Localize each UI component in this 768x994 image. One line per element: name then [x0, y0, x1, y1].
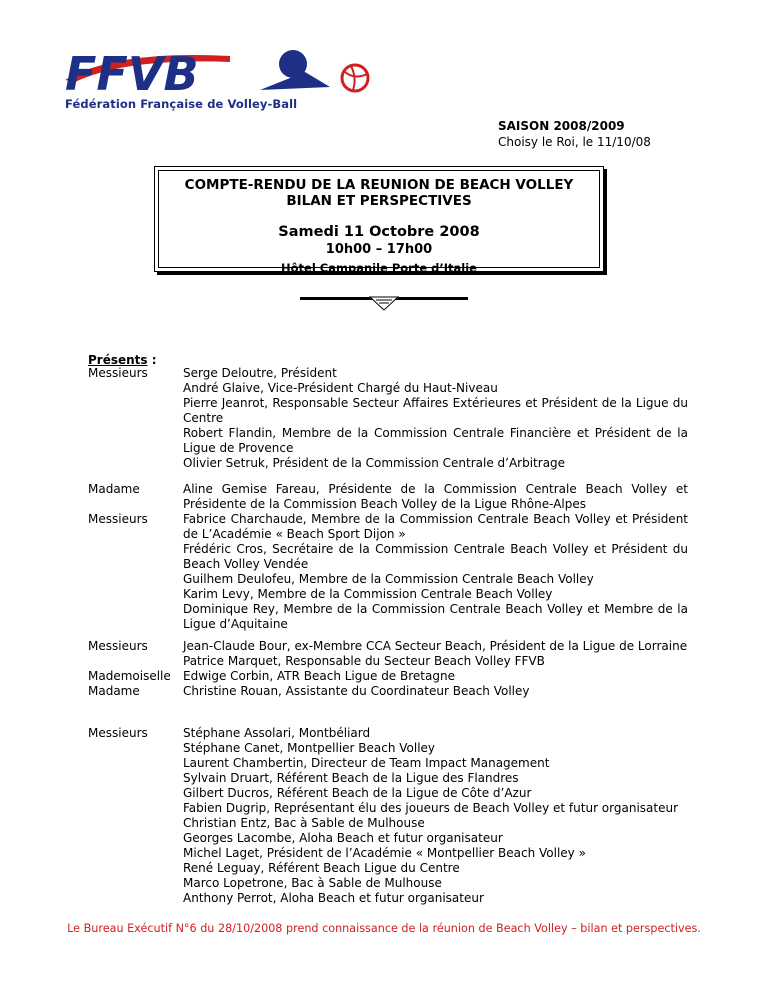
season-label: SAISON 2008/2009: [498, 119, 625, 133]
attendee-group: [88, 639, 688, 669]
list-item: Stéphane Canet, Montpellier Beach Volley: [183, 741, 436, 755]
group-label: Messieurs: [88, 366, 148, 380]
attendee-group: [88, 726, 688, 906]
list-item: Michel Laget, Président de l’Académie « Montpellier Beach Volley »: [183, 846, 586, 860]
list-item: Frédéric Cros, Secrétaire de la Commission Centrale Beach Volley et Président du Beach Volley Vendée: [183, 542, 688, 571]
group-label: Messieurs: [88, 726, 148, 740]
list-item: Serge Deloutre, Président: [183, 366, 337, 380]
list-item: Christine Rouan, Assistante du Coordinateur Beach Volley: [183, 684, 530, 698]
list-item: Georges Lacombe, Aloha Beach et futur organisateur: [183, 831, 503, 845]
list-item: Stéphane Assolari, Montbéliard: [183, 726, 371, 740]
list-item: Christian Entz, Bac à Sable de Mulhouse: [183, 816, 425, 830]
group-label: Madame: [88, 684, 140, 698]
place-date: Choisy le Roi, le 11/10/08: [498, 135, 651, 149]
list-item: Pierre Jeanrot, Responsable Secteur Affaires Extérieures et Président de la Ligue du Centre: [183, 396, 688, 425]
list-item: Jean-Claude Bour, ex-Membre CCA Secteur Beach, Président de la Ligue de Lorraine: [183, 639, 688, 653]
ffvb-logo-mark: [55, 42, 385, 102]
logo-subtitle: Fédération Française de Volley-Ball: [65, 97, 298, 111]
attendee-group: [88, 669, 688, 684]
attendee-group: [88, 512, 688, 632]
list-item: Gilbert Ducros, Référent Beach de la Ligue de Côte d’Azur: [183, 786, 532, 800]
title-box: [154, 166, 604, 275]
list-item: Karim Levy, Membre de la Commission Centrale Beach Volley: [183, 587, 553, 601]
group-label: Madame: [88, 482, 140, 496]
meeting-hours: 10h00 – 17h00: [325, 242, 433, 257]
meeting-date: Samedi 11 Octobre 2008: [278, 224, 480, 240]
list-item: Guilhem Deulofeu, Membre de la Commission Centrale Beach Volley: [183, 572, 594, 586]
list-item: Dominique Rey, Membre de la Commission Centrale Beach Volley et Membre de la Ligue d’Aquitaine: [183, 602, 688, 631]
list-item: Robert Flandin, Membre de la Commission Centrale Financière et Président de la Ligue de Provence: [183, 426, 688, 455]
season-block: [498, 118, 651, 150]
list-item: Marco Lopetrone, Bac à Sable de Mulhouse: [183, 876, 442, 890]
group-label: Messieurs: [88, 512, 148, 526]
list-item: Edwige Corbin, ATR Beach Ligue de Bretagne: [183, 669, 455, 683]
attendee-group: [88, 482, 688, 512]
list-item: Aline Gemise Fareau, Présidente de la Commission Centrale Beach Volley et Présidente de la Commission Beach Volley de la Ligue Rhône-Alpes: [183, 482, 688, 511]
presents-heading: Présents :: [88, 353, 157, 367]
ffvb-logo: [55, 42, 385, 117]
doc-title-line2: BILAN ET PERSPECTIVES: [286, 193, 472, 209]
attendee-group: [88, 366, 688, 471]
group-label: Mademoiselle: [88, 669, 171, 683]
list-item: Laurent Chambertin, Directeur de Team Impact Management: [183, 756, 550, 770]
group-label: Messieurs: [88, 639, 148, 653]
list-item: Fabien Dugrip, Représentant élu des joueurs de Beach Volley et futur organisateur: [183, 801, 679, 815]
list-item: Patrice Marquet, Responsable du Secteur Beach Volley FFVB: [183, 654, 545, 668]
list-item: René Leguay, Référent Beach Ligue du Centre: [183, 861, 460, 875]
logo-letters: FFVB: [65, 47, 199, 101]
footer-note: Le Bureau Exécutif N°6 du 28/10/2008 prend connaissance de la réunion de Beach Volley – bilan et perspectives.: [67, 922, 701, 935]
separator-ornament: [300, 292, 468, 312]
list-item: Sylvain Druart, Référent Beach de la Ligue des Flandres: [183, 771, 519, 785]
attendee-group: [88, 684, 688, 699]
meeting-venue: Hôtel Campanile Porte d’Italie: [281, 261, 477, 275]
list-item: Anthony Perrot, Aloha Beach et futur organisateur: [183, 891, 484, 905]
doc-title-line1: COMPTE-RENDU DE LA REUNION DE BEACH VOLLEY: [184, 177, 574, 193]
list-item: Olivier Setruk, Président de la Commission Centrale d’Arbitrage: [183, 456, 566, 470]
list-item: Fabrice Charchaude, Membre de la Commission Centrale Beach Volley et Président de L’Académie « Beach Sport Dijon »: [183, 512, 688, 541]
list-item: André Glaive, Vice-Président Chargé du Haut-Niveau: [183, 381, 498, 395]
